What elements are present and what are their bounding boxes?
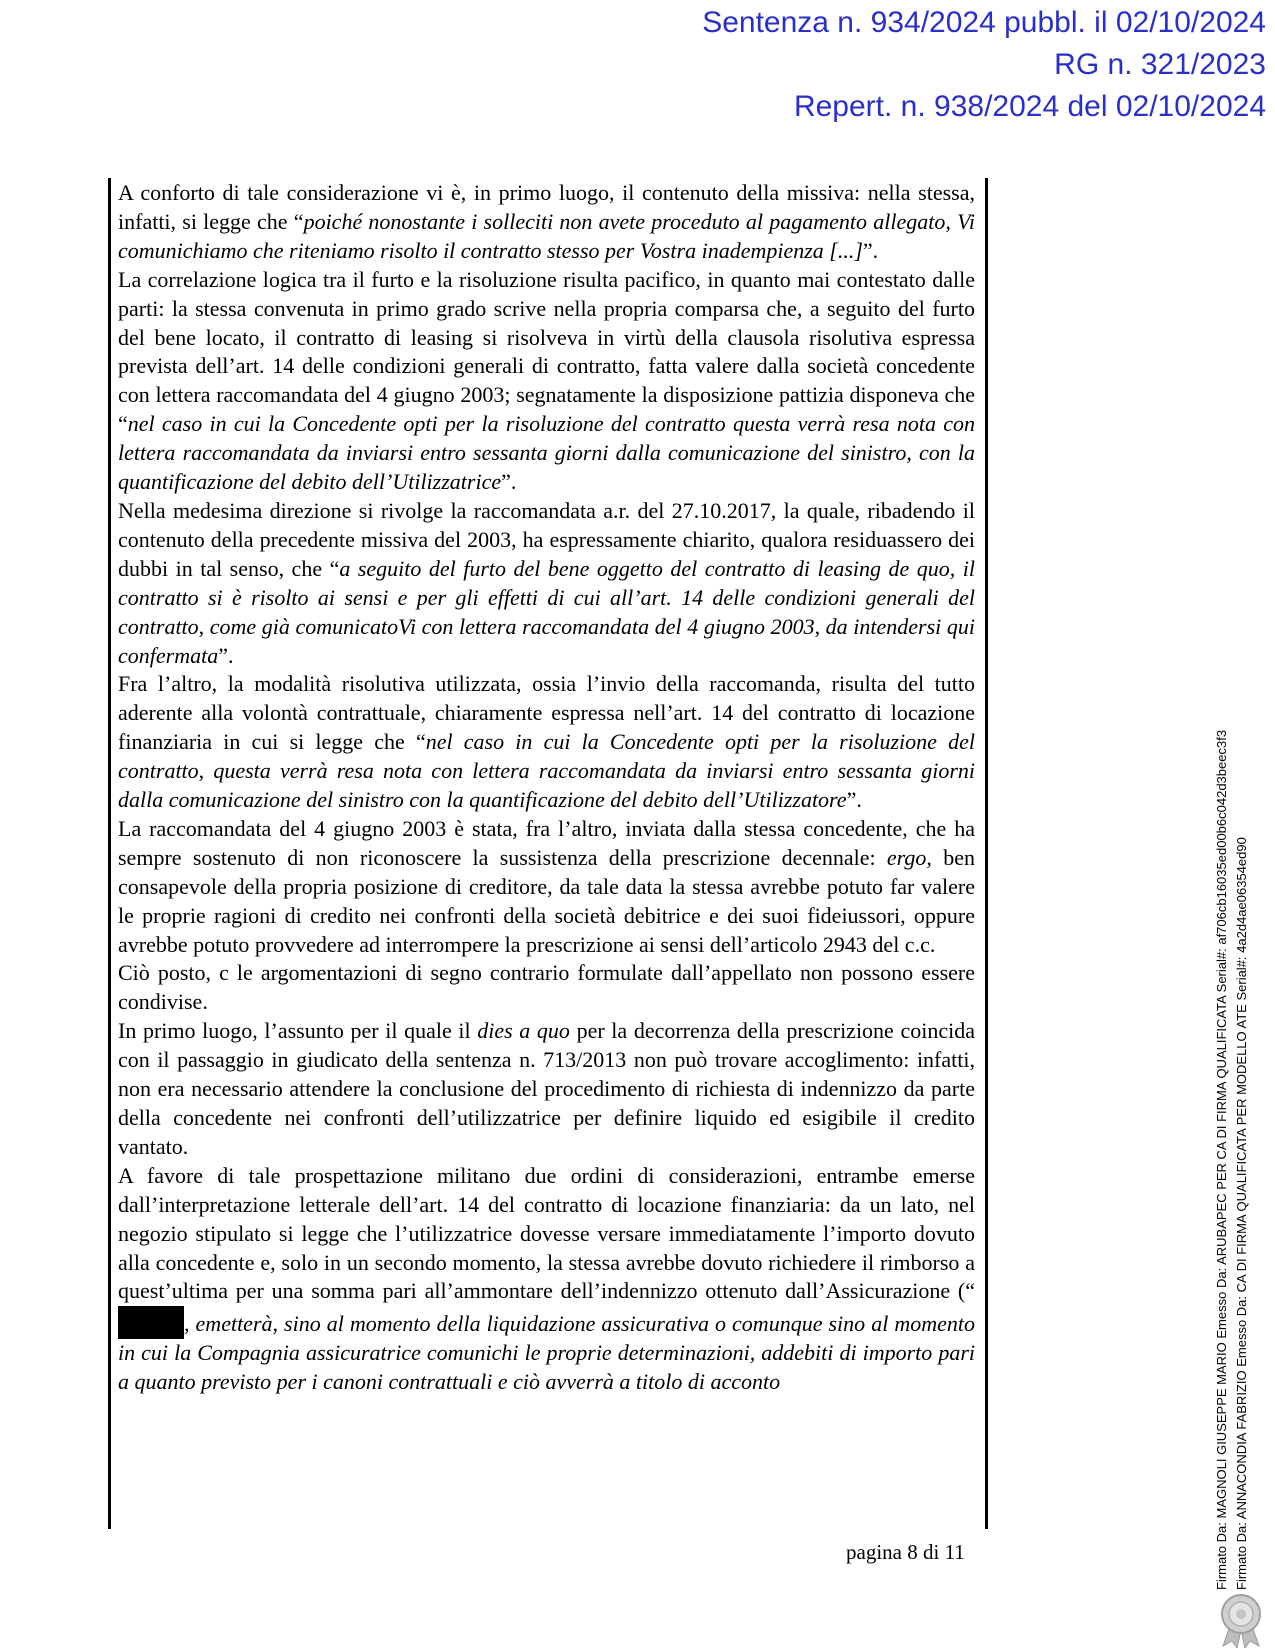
page-number: pagina 8 di 11 xyxy=(846,1540,965,1564)
signature-line-1: Firmato Da: MAGNOLI GIUSEPPE MARIO Emesso Da: ARUBAPEC PER CA DI FIRMA QUALIFICATA Serial#: af706cb16035ed00b6c042d3beec3f3 xyxy=(1214,729,1229,1590)
repert-number: Repert. n. 938/2024 del 02/10/2024 xyxy=(793,90,1266,123)
redaction-block xyxy=(118,1306,184,1339)
paragraph-7: In primo luogo, l’assunto per il quale il dies a quo per la decorrenza della prescrizione coincida con il passaggio in giudicato della sentenza n. 713/2013 non può trovare accoglimento: infatti, non era necessario attendere la conclusione del procedimento di richiesta di indennizzo da parte della concedente nei confronti dell’utilizzatrice per definire liquido ed esigibile il credito vantato. xyxy=(118,1018,975,1159)
paragraph-4: Fra l’altro, la modalità risolutiva utilizzata, ossia l’invio della raccomanda, risulta del tutto aderente alla volontà contrattuale, chiaramente espressa nell’art. 14 del contratto di locazione finanziaria in cui si legge che “nel caso in cui la Concedente opti per la risoluzione del contratto, questa verrà resa nota con lettera raccomandata da inviarsi entro sessanta giorni dalla comunicazione del sinistro con la quantificazione del debito dell’Utilizzatore”. xyxy=(118,671,975,813)
paragraph-1: A conforto di tale considerazione vi è, in primo luogo, il contenuto della missiva: nella stessa, infatti, si legge che “poiché nonostante i solleciti non avete proceduto al pagamento allegato, Vi comunichiamo che riteniamo risolto il contratto stesso per Vostra inadempienza [...]”. xyxy=(118,180,975,263)
signature-line-2: Firmato Da: ANNACONDIA FABRIZIO Emesso Da: CA DI FIRMA QUALIFICATA PER MODELLO ATE Serial#: 4a2d4ae06354ed90 xyxy=(1234,837,1249,1590)
paragraph-3: Nella medesima direzione si rivolge la raccomandata a.r. del 27.10.2017, la quale, ribadendo il contenuto della precedente missiva del 2003, ha espressamente chiarito, qualora residuassero dei dubbi in tal senso, che “a seguito del furto del bene oggetto del contratto di leasing de quo, il contratto si è risolto ai sensi e per gli effetti di cui all’art. 14 delle condizioni generali del contratto, come già comunicatoVi con lettera raccomandata del 4 giugno 2003, da intendersi qui confermata”. xyxy=(118,497,975,668)
paragraph-8: A favore di tale prospettazione militano due ordini di considerazioni, entrambe emerse dall’interpretazione letterale dell’art. 14 del contratto di locazione finanziaria: da un lato, nel negozio stipulato si legge che l’utilizzatrice dovesse versare immediatamente l’importo dovuto alla concedente e, solo in un secondo momento, la stessa avrebbe dovuto richiedere il rimborso a quest’ultima per una somma pari all’ammontare dell’indennizzo ottenuto dall’Assicurazione (“, emetterà, sino al momento della liquidazione assicurativa o comunque sino al momento in cui la Compagnia assicuratrice comunichi le proprie determinazioni, addebiti di importo pari a quanto previsto per i canoni contrattuali e ciò avverrà a titolo di acconto xyxy=(118,1162,975,1395)
paragraph-5: La raccomandata del 4 giugno 2003 è stata, fra l’altro, inviata dalla stessa concedente, che ha sempre sostenuto di non riconoscere la sussistenza della prescrizione decennale: ergo, ben consapevole della propria posizione di creditore, da tale data la stessa avrebbe potuto far valere le proprie ragioni di credito nei confronti della società debitrice e dei suoi fideiussori, oppure avrebbe potuto provvedere ad interrompere la prescrizione ai sensi dell’articolo 2943 del c.c. xyxy=(118,815,975,957)
paragraph-2: La correlazione logica tra il furto e la risoluzione risulta pacifico, in quanto mai contestato dalle parti: la stessa convenuta in primo grado scrive nella propria comparsa che, a seguito del furto del bene locato, il contratto di leasing si risolveva in virtù della clausola risolutiva espressa prevista dell’art. 14 delle condizioni generali di contratto, fatta valere dalla società concedente con lettera raccomandata del 4 giugno 2003; segnatamente la disposizione pattizia disponeva che “nel caso in cui la Concedente opti per la risoluzione del contratto questa verrà resa nota con lettera raccomandata da inviarsi entro sessanta giorni dalla comunicazione del sinistro, con la quantificazione del debito dell’Utilizzatrice”. xyxy=(118,266,975,495)
sentence-stamp xyxy=(506,2,1266,128)
seal-icon xyxy=(1215,1590,1267,1648)
rg-number: RG n. 321/2023 xyxy=(1054,48,1266,81)
paragraph-6: Ciò posto, c le argomentazioni di segno contrario formulate dall’appellato non possono essere condivise. xyxy=(118,960,975,1015)
sentence-number: Sentenza n. 934/2024 pubbl. il 02/10/2024 xyxy=(702,6,1266,39)
document-body xyxy=(118,179,975,1397)
